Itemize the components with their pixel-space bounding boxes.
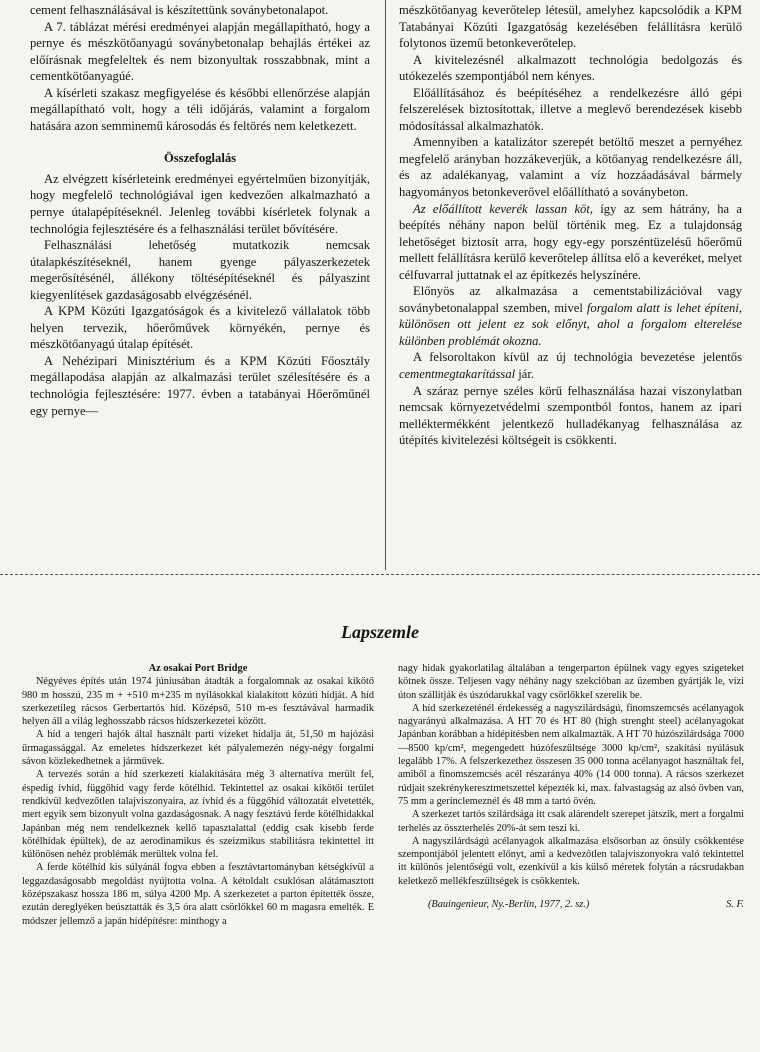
paragraph: A híd a tengeri hajók által használt parti vízeket hidalja át, 51,50 m hajózási űrmagassággal. Az emeletes hídszerkezet két pályalemezén négy-négy forgalmi sávon közlekedhetnek a járművek. (22, 729, 374, 768)
italic-text: Az előállított keverék lassan köt, (413, 201, 593, 216)
top-left-column (30, 2, 370, 419)
section-heading: Összefoglalás (163, 151, 237, 166)
author-initials: S. F. (726, 899, 744, 911)
text: így az sem hátrány, ha a beépítés néhány napon belül történik meg. Ez a tulajdonság lehetőséget biztosít arra, hogy egy-egy porszéntüzelésű hőerőmű mellett felállításra kerülő keverőtelep állítsa elő a keveréket, melyet célfuvarral juttatnak el az építkezés helyszínére. (399, 201, 742, 282)
paragraph: A kísérleti szakasz megfigyelése és későbbi ellenőrzése alapján megállapítható volt, hogy a téli időjárás, valamint a forgalom hatására azon semminemű károsodás és feltörés nem keletkezett. (30, 85, 370, 133)
paragraph (399, 349, 742, 382)
paragraph: A száraz pernye széles körű felhasználása hazai viszonylatban nemcsak környezetvédelmi szempontból fontos, hanem az ipari melléktermékként jelentkező hulladékanyag felhasználása az útépítés kivitelezési költségeit is csökkenti. (399, 383, 742, 448)
paragraph: mészkötőanyag keverőtelep létesül, amelyhez kapcsolódik a KPM Tatabányai Közúti Igazgatóság kezelésében felállításra kerülő folytonos üzemű betonkeverőtelep. (399, 3, 742, 51)
paragraph (399, 201, 742, 284)
paragraph: A híd szerkezeténél érdekesség a nagyszilárdságú, finomszemcsés acélanyagok nagyarányú alkalmazása. A HT 70 és HT 80 (high strenght steel) acélanyagokat Japánban korábban a hídépítésben nem alkalmazták. A HT 70 húzószilárdsága 7000—8500 kp/cm², megengedett húzófeszültsége 3000 kp/cm², szakítási nyúlásuk legalább 17%. A felszerkezethez összesen 35 000 tonna acélanyagot használtak fel, amiből a finomszemcsés acél részaránya 40% (14 000 tonna). A rácsos szerkezet rúdjait szekrénykeresztmetszettel képezték ki, max. falvastagság az alsó övben van, 75 mm a gerinclemeznél és 48 mm a tartó övén. (398, 702, 744, 807)
paragraph: A Nehézipari Minisztérium és a KPM Közúti Főosztály megállapodása alapján az alkalmazási terület szélesítésére és a technológia fejlesztésére: 1977. évben a tatabányai Hőerőműnél egy pernye— (30, 353, 370, 418)
paragraph: A nagyszilárdságú acélanyagok alkalmazása elsősorban az önsúly csökkentése szempontjából jelentett előnyt, ami a kedvezőtlen talajviszonyokra való tekintettel itt különös jelentőségű volt, ezenkívül a kis külső méretek folytán a rácsrudakban keletkező mellékfeszültségek is csökkentek. (398, 835, 744, 887)
paragraph: Felhasználási lehetőség mutatkozik nemcsak útalapkészítéseknél, hanem gyenge pályaszerkezetek megerősítésénél, állékony töltésépítéseknél és pályaszint kiegyenlítések gazdaságosabb elvégzésénél. (30, 238, 370, 302)
paragraph: A szerkezet tartós szilárdsága itt csak alárendelt szerepet játszik, mert a forgalmi terhelés az összterhelés 20%-át sem teszi ki. (398, 809, 744, 834)
paragraph (399, 283, 742, 349)
article-title: Az osakai Port Bridge (148, 663, 248, 674)
paragraph: Amennyiben a katalizátor szerepét betöltő meszet a pernyéhez megfelelő arányban hozzákeverjük, a kötőanyag rendelkezésre áll, és az adalékanyag, valamint a víz hozzáadásával bármely hagyományos betonkeverővel előállítható a soványbeton. (399, 135, 742, 200)
italic-text: cementmegtakarítással (399, 367, 516, 382)
paragraph: A ferde kötélhíd kis súlyánál fogva ebben a fesztávtartományban kétségkívül a leggazdaságosabb megoldást nyújtotta volna. A kétoldalt csuklósan alátámasztott középszakasz hossza 186 m, súlya 4200 Mp. A szerkezetet a parton építették össze, ezután dereglyéken beúsztatták és 3,5 óra alatt csörlőkkel 60 m magasra emelték. E módszer jellemző a japán hídépítésre: minthogy a (22, 862, 374, 927)
paragraph: Előállításához és beépítéséhez a rendelkezésre álló gépi felszerelések biztosítottak, illetve a meglevő berendezések kisebb módosítással alkalmazhatók. (399, 85, 742, 133)
text: A felsoroltakon kívül az új technológia bevezetése jelentős (413, 350, 742, 365)
column-divider (385, 0, 386, 570)
paragraph: Négyéves építés után 1974 júniusában átadták a forgalomnak az osakai kikötő 980 m hosszú, 235 m + +510 m+235 m nyílásokkal kialakított közúti hídját. A híd szerkezetileg rácsos Gerbertartós híd. Középső, 510 m-es fesztávával harmadik helyen áll a világ leghosszabb rácsos hídszerkezetei között. (22, 676, 374, 728)
review-right-column (398, 662, 744, 911)
italic-text: forgalom alatt is lehet építeni, különösen ott jelent ez sok előnyt, ahol a forgalom elterelése különben problémát okozna. (399, 300, 742, 348)
text: Előnyös az alkalmazása a cementstabilizációval vagy soványbetonalappal szemben, mivel (399, 284, 742, 315)
paragraph: nagy hidak gyakorlatilag általában a tengerparton épülnek vagy egyes szigeteket kötnek össze. Teljesen vagy néhány nagy szekcióban az üzemben gyártják le, vízi úton szállítják és úszódarukkal vagy csörlőkkel szerelik be. (398, 663, 744, 701)
section-divider (0, 574, 760, 575)
paragraph: A KPM Közúti Igazgatóságok és a kivitelező vállalatok több helyen tervezik, hőerőművek környékén, pernye és mészkötőanyagú útalap építését. (30, 304, 370, 352)
paragraph: cement felhasználásával is készítettünk soványbetonalapot. (30, 3, 329, 17)
paragraph: A tervezés során a híd szerkezeti kialakítására még 3 alternatíva merült fel, éspedig ívhíd, függőhíd vagy ferde kötélhíd. Tekintettel az osakai kikötői terület rendkívül kedvezőtlen talajviszonyaira, az ívhíd és a függőhíd változatát elvetették, mert egyik sem bizonyult volna gazdaságosnak. A nagy fesztávú ferde kötélhidakkal Japánban még nem rendelkeznek kellő tapasztalattal (eddig csak kisebb ferde kötélhidak épültek), de az aerodinamikus és szeizmikus stabilitásra tekintettel itt különösen nehéz problémák merültek volna fel. (22, 769, 374, 861)
text: jár. (515, 367, 535, 382)
source-citation: (Bauingenieur, Ny.-Berlin, 1977, 2. sz.) (428, 899, 590, 911)
paragraph: A kivitelezésnél alkalmazott technológia bedolgozás és utókezelés szempontjából nem kényes. (399, 52, 742, 84)
paragraph: A 7. táblázat mérési eredményei alapján megállapítható, hogy a pernye és mészkötőanyagú soványbetonalap behajlás értékei az előírásnak megfeleltek és nem bizonyultak rosszabbnak, mint a cementkötőanyagúé. (30, 19, 370, 84)
review-section-title: Lapszemle (341, 622, 419, 642)
paragraph: Az elvégzett kísérleteink eredményei egyértelműen bizonyítják, hogy megfelelő technológiával igen kedvezően alkalmazható a pernye útalapépítéseknél. Jelenleg további kísérletek folynak a technológia fejlesztésére és a felhasználási terület bővítésére. (30, 171, 370, 236)
source-line (398, 898, 744, 911)
top-right-column (399, 2, 742, 449)
review-left-column (22, 662, 374, 928)
